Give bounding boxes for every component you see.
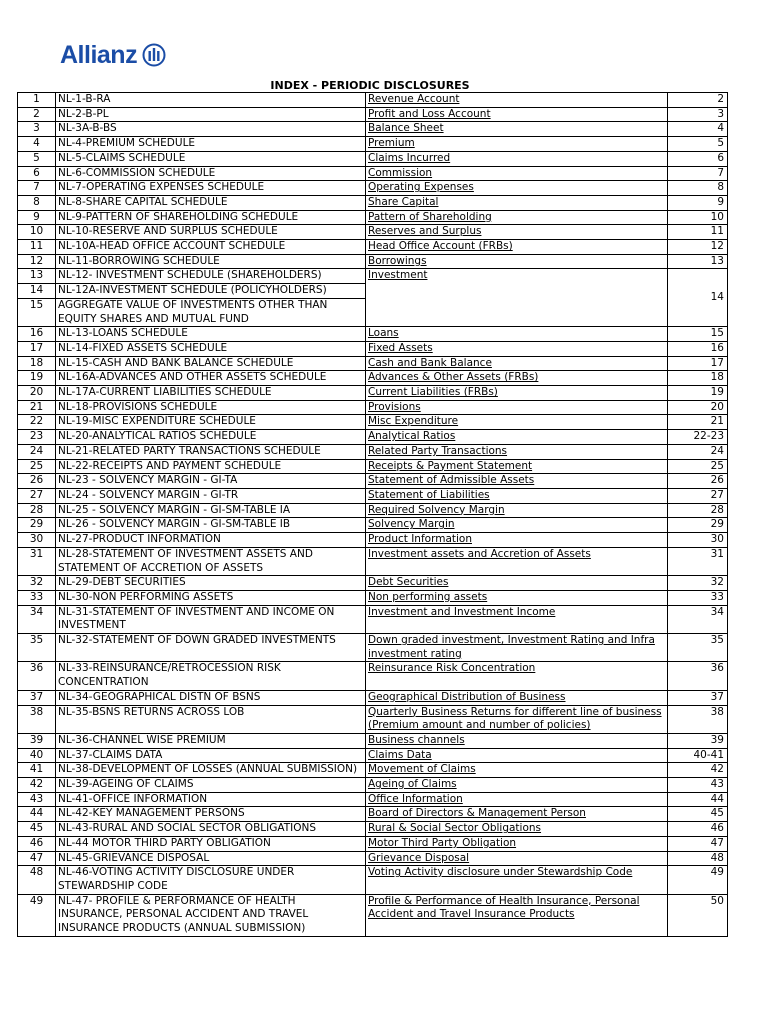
description-link[interactable]: Fixed Assets <box>366 341 668 356</box>
page-number: 4 <box>668 122 728 137</box>
row-number: 16 <box>18 327 56 342</box>
page-title: INDEX - PERIODIC DISCLOSURES <box>270 79 470 92</box>
table-row <box>18 662 728 690</box>
form-name: NL-3A-B-BS <box>56 122 366 137</box>
row-number: 26 <box>18 474 56 489</box>
form-name: NL-32-STATEMENT OF DOWN GRADED INVESTMENTS <box>56 634 366 662</box>
description-link[interactable]: Related Party Transactions <box>366 444 668 459</box>
description-link[interactable]: Operating Expenses <box>366 181 668 196</box>
row-number: 39 <box>18 733 56 748</box>
description-link[interactable]: Ageing of Claims <box>366 778 668 793</box>
form-name: NL-25 - SOLVENCY MARGIN - GI-SM-TABLE IA <box>56 503 366 518</box>
table-row <box>18 122 728 137</box>
description-link[interactable]: Advances & Other Assets (FRBs) <box>366 371 668 386</box>
table-row <box>18 851 728 866</box>
description-link[interactable]: Non performing assets <box>366 590 668 605</box>
row-number: 20 <box>18 386 56 401</box>
form-name: NL-43-RURAL AND SOCIAL SECTOR OBLIGATIONS <box>56 822 366 837</box>
table-row <box>18 792 728 807</box>
table-row <box>18 386 728 401</box>
row-number: 18 <box>18 356 56 371</box>
row-number: 12 <box>18 254 56 269</box>
row-number: 15 <box>18 298 56 326</box>
table-row <box>18 518 728 533</box>
form-name: NL-44 MOTOR THIRD PARTY OBLIGATION <box>56 836 366 851</box>
description-link[interactable]: Claims Data <box>366 748 668 763</box>
row-number: 31 <box>18 547 56 575</box>
page-number: 24 <box>668 444 728 459</box>
page-number: 35 <box>668 634 728 662</box>
row-number: 27 <box>18 488 56 503</box>
form-name: NL-17A-CURRENT LIABILITIES SCHEDULE <box>56 386 366 401</box>
row-number: 19 <box>18 371 56 386</box>
page-number: 40-41 <box>668 748 728 763</box>
row-number: 47 <box>18 851 56 866</box>
form-name: NL-15-CASH AND BANK BALANCE SCHEDULE <box>56 356 366 371</box>
description-link[interactable]: Geographical Distribution of Business <box>366 690 668 705</box>
table-row <box>18 254 728 269</box>
form-name: NL-46-VOTING ACTIVITY DISCLOSURE UNDER STEWARDSHIP CODE <box>56 866 366 894</box>
description-link[interactable]: Pattern of Shareholding <box>366 210 668 225</box>
page-number: 20 <box>668 400 728 415</box>
row-number: 2 <box>18 107 56 122</box>
table-row <box>18 371 728 386</box>
description-link[interactable]: Required Solvency Margin <box>366 503 668 518</box>
page-number: 36 <box>668 662 728 690</box>
page-number: 8 <box>668 181 728 196</box>
form-name: NL-42-KEY MANAGEMENT PERSONS <box>56 807 366 822</box>
row-number: 28 <box>18 503 56 518</box>
row-number: 25 <box>18 459 56 474</box>
page-number: 44 <box>668 792 728 807</box>
page-number: 10 <box>668 210 728 225</box>
table-row <box>18 459 728 474</box>
description-link[interactable]: Borrowings <box>366 254 668 269</box>
page-number: 28 <box>668 503 728 518</box>
form-name: NL-18-PROVISIONS SCHEDULE <box>56 400 366 415</box>
page-number: 17 <box>668 356 728 371</box>
page-number: 16 <box>668 341 728 356</box>
form-name: NL-24 - SOLVENCY MARGIN - GI-TR <box>56 488 366 503</box>
description-link[interactable]: Movement of Claims <box>366 763 668 778</box>
page-number: 45 <box>668 807 728 822</box>
form-name: NL-38-DEVELOPMENT OF LOSSES (ANNUAL SUBMISSION) <box>56 763 366 778</box>
table-row <box>18 866 728 894</box>
row-number: 7 <box>18 181 56 196</box>
description-link[interactable]: Profile & Performance of Health Insurance, Personal Accident and Travel Insurance Products <box>366 894 668 936</box>
description-link[interactable]: Down graded investment, Investment Rating and Infra investment rating <box>366 634 668 662</box>
description-link[interactable]: Analytical Ratios <box>366 430 668 445</box>
form-name: NL-41-OFFICE INFORMATION <box>56 792 366 807</box>
page-number: 9 <box>668 195 728 210</box>
page-number: 7 <box>668 166 728 181</box>
form-name: NL-19-MISC EXPENDITURE SCHEDULE <box>56 415 366 430</box>
form-name: NL-34-GEOGRAPHICAL DISTN OF BSNS <box>56 690 366 705</box>
description-link[interactable]: Loans <box>366 327 668 342</box>
page-number: 49 <box>668 866 728 894</box>
page-number: 30 <box>668 533 728 548</box>
row-number: 35 <box>18 634 56 662</box>
table-row <box>18 778 728 793</box>
table-row <box>18 269 728 284</box>
row-number: 4 <box>18 137 56 152</box>
table-row <box>18 444 728 459</box>
page-number: 42 <box>668 763 728 778</box>
page-number: 3 <box>668 107 728 122</box>
table-row <box>18 415 728 430</box>
page-number: 33 <box>668 590 728 605</box>
description-link[interactable]: Head Office Account (FRBs) <box>366 240 668 255</box>
table-row <box>18 605 728 633</box>
row-number: 37 <box>18 690 56 705</box>
table-row <box>18 836 728 851</box>
page-number: 6 <box>668 151 728 166</box>
page-number: 43 <box>668 778 728 793</box>
table-row <box>18 894 728 936</box>
row-number: 23 <box>18 430 56 445</box>
page-number: 12 <box>668 240 728 255</box>
table-row <box>18 166 728 181</box>
description-link[interactable]: Business channels <box>366 733 668 748</box>
page-number: 34 <box>668 605 728 633</box>
index-table <box>17 92 728 937</box>
description-link[interactable]: Profit and Loss Account <box>366 107 668 122</box>
table-row <box>18 634 728 662</box>
row-number: 48 <box>18 866 56 894</box>
form-name: NL-27-PRODUCT INFORMATION <box>56 533 366 548</box>
description-link[interactable]: Solvency Margin <box>366 518 668 533</box>
form-name: NL-11-BORROWING SCHEDULE <box>56 254 366 269</box>
form-name: NL-16A-ADVANCES AND OTHER ASSETS SCHEDULE <box>56 371 366 386</box>
description-link[interactable]: Motor Third Party Obligation <box>366 836 668 851</box>
page-number: 37 <box>668 690 728 705</box>
page-number: 21 <box>668 415 728 430</box>
form-name: NL-7-OPERATING EXPENSES SCHEDULE <box>56 181 366 196</box>
page-number: 13 <box>668 254 728 269</box>
row-number: 21 <box>18 400 56 415</box>
form-name: AGGREGATE VALUE OF INVESTMENTS OTHER THAN EQUITY SHARES AND MUTUAL FUND <box>56 298 366 326</box>
description-link[interactable]: Statement of Admissible Assets <box>366 474 668 489</box>
form-name: NL-29-DEBT SECURITIES <box>56 576 366 591</box>
form-name: NL-35-BSNS RETURNS ACROSS LOB <box>56 705 366 733</box>
row-number: 29 <box>18 518 56 533</box>
description-link[interactable]: Revenue Account <box>366 93 668 108</box>
row-number: 22 <box>18 415 56 430</box>
table-row <box>18 400 728 415</box>
row-number: 32 <box>18 576 56 591</box>
row-number: 44 <box>18 807 56 822</box>
row-number: 17 <box>18 341 56 356</box>
table-row <box>18 705 728 733</box>
page-number: 46 <box>668 822 728 837</box>
page-number: 11 <box>668 225 728 240</box>
table-row <box>18 733 728 748</box>
page-number: 22-23 <box>668 430 728 445</box>
table-row <box>18 503 728 518</box>
description-link[interactable]: Grievance Disposal <box>366 851 668 866</box>
form-name: NL-21-RELATED PARTY TRANSACTIONS SCHEDULE <box>56 444 366 459</box>
form-name: NL-5-CLAIMS SCHEDULE <box>56 151 366 166</box>
description-link[interactable]: Commission <box>366 166 668 181</box>
page-number: 18 <box>668 371 728 386</box>
form-name: NL-10-RESERVE AND SURPLUS SCHEDULE <box>56 225 366 240</box>
table-row <box>18 822 728 837</box>
form-name: NL-4-PREMIUM SCHEDULE <box>56 137 366 152</box>
form-name: NL-8-SHARE CAPITAL SCHEDULE <box>56 195 366 210</box>
form-name: NL-20-ANALYTICAL RATIOS SCHEDULE <box>56 430 366 445</box>
page-number: 14 <box>668 269 728 327</box>
row-number: 5 <box>18 151 56 166</box>
form-name: NL-6-COMMISSION SCHEDULE <box>56 166 366 181</box>
row-number: 14 <box>18 284 56 299</box>
description-link[interactable]: Product Information <box>366 533 668 548</box>
row-number: 24 <box>18 444 56 459</box>
row-number: 49 <box>18 894 56 936</box>
table-row <box>18 181 728 196</box>
table-row <box>18 430 728 445</box>
row-number: 11 <box>18 240 56 255</box>
row-number: 1 <box>18 93 56 108</box>
row-number: 10 <box>18 225 56 240</box>
row-number: 8 <box>18 195 56 210</box>
form-name: NL-28-STATEMENT OF INVESTMENT ASSETS AND STATEMENT OF ACCRETION OF ASSETS <box>56 547 366 575</box>
description-link[interactable]: Reserves and Surplus <box>366 225 668 240</box>
form-name: NL-26 - SOLVENCY MARGIN - GI-SM-TABLE IB <box>56 518 366 533</box>
row-number: 33 <box>18 590 56 605</box>
row-number: 45 <box>18 822 56 837</box>
form-name: NL-22-RECEIPTS AND PAYMENT SCHEDULE <box>56 459 366 474</box>
table-row <box>18 225 728 240</box>
form-name: NL-12- INVESTMENT SCHEDULE (SHAREHOLDERS) <box>56 269 366 284</box>
description-link[interactable]: Cash and Bank Balance <box>366 356 668 371</box>
description-link[interactable]: Premium <box>366 137 668 152</box>
table-row <box>18 137 728 152</box>
description-link[interactable]: Claims Incurred <box>366 151 668 166</box>
description-link[interactable]: Investment <box>366 269 668 327</box>
table-row <box>18 341 728 356</box>
form-name: NL-1-B-RA <box>56 93 366 108</box>
form-name: NL-47- PROFILE & PERFORMANCE OF HEALTH INSURANCE, PERSONAL ACCIDENT AND TRAVEL INSURANCE PRODUCTS (ANNUAL SUBMISSION) <box>56 894 366 936</box>
description-link[interactable]: Quarterly Business Returns for different line of business (Premium amount and number of policies) <box>366 705 668 733</box>
row-number: 36 <box>18 662 56 690</box>
page-number: 39 <box>668 733 728 748</box>
page-number: 47 <box>668 836 728 851</box>
page-number: 31 <box>668 547 728 575</box>
form-name: NL-39-AGEING OF CLAIMS <box>56 778 366 793</box>
table-row <box>18 356 728 371</box>
logo-wordmark: Allianz <box>60 40 138 69</box>
page-number: 2 <box>668 93 728 108</box>
page-number: 32 <box>668 576 728 591</box>
table-row <box>18 151 728 166</box>
form-name: NL-33-REINSURANCE/RETROCESSION RISK CONCENTRATION <box>56 662 366 690</box>
table-row <box>18 590 728 605</box>
allianz-eagle-icon <box>142 43 166 67</box>
table-row <box>18 807 728 822</box>
description-link[interactable]: Balance Sheet <box>366 122 668 137</box>
row-number: 30 <box>18 533 56 548</box>
row-number: 42 <box>18 778 56 793</box>
table-row <box>18 240 728 255</box>
form-name: NL-37-CLAIMS DATA <box>56 748 366 763</box>
row-number: 38 <box>18 705 56 733</box>
table-row <box>18 488 728 503</box>
table-row <box>18 690 728 705</box>
page-number: 48 <box>668 851 728 866</box>
row-number: 9 <box>18 210 56 225</box>
description-link[interactable]: Current Liabilities (FRBs) <box>366 386 668 401</box>
form-name: NL-10A-HEAD OFFICE ACCOUNT SCHEDULE <box>56 240 366 255</box>
row-number: 41 <box>18 763 56 778</box>
table-row <box>18 327 728 342</box>
table-row <box>18 474 728 489</box>
form-name: NL-36-CHANNEL WISE PREMIUM <box>56 733 366 748</box>
page-number: 19 <box>668 386 728 401</box>
description-link[interactable]: Voting Activity disclosure under Stewardship Code <box>366 866 668 894</box>
table-row <box>18 533 728 548</box>
description-link[interactable]: Investment assets and Accretion of Assets <box>366 547 668 575</box>
row-number: 34 <box>18 605 56 633</box>
description-link[interactable]: Receipts & Payment Statement <box>366 459 668 474</box>
form-name: NL-45-GRIEVANCE DISPOSAL <box>56 851 366 866</box>
table-row <box>18 763 728 778</box>
allianz-logo <box>60 38 166 72</box>
form-name: NL-14-FIXED ASSETS SCHEDULE <box>56 341 366 356</box>
page-number: 5 <box>668 137 728 152</box>
description-link[interactable]: Share Capital <box>366 195 668 210</box>
description-link[interactable]: Statement of Liabilities <box>366 488 668 503</box>
table-row <box>18 547 728 575</box>
description-link[interactable]: Office Information <box>366 792 668 807</box>
row-number: 6 <box>18 166 56 181</box>
description-link[interactable]: Investment and Investment Income <box>366 605 668 633</box>
page-number: 38 <box>668 705 728 733</box>
form-name: NL-9-PATTERN OF SHAREHOLDING SCHEDULE <box>56 210 366 225</box>
description-link[interactable]: Rural & Social Sector Obligations <box>366 822 668 837</box>
table-row <box>18 748 728 763</box>
row-number: 40 <box>18 748 56 763</box>
form-name: NL-30-NON PERFORMING ASSETS <box>56 590 366 605</box>
row-number: 13 <box>18 269 56 284</box>
form-name: NL-13-LOANS SCHEDULE <box>56 327 366 342</box>
description-link[interactable]: Debt Securities <box>366 576 668 591</box>
table-row <box>18 210 728 225</box>
table-row <box>18 576 728 591</box>
table-row <box>18 93 728 108</box>
row-number: 46 <box>18 836 56 851</box>
description-link[interactable]: Board of Directors & Management Person <box>366 807 668 822</box>
page-number: 26 <box>668 474 728 489</box>
row-number: 3 <box>18 122 56 137</box>
table-row <box>18 107 728 122</box>
description-link[interactable]: Misc Expenditure <box>366 415 668 430</box>
page-number: 27 <box>668 488 728 503</box>
page-number: 50 <box>668 894 728 936</box>
page-number: 15 <box>668 327 728 342</box>
row-number: 43 <box>18 792 56 807</box>
form-name: NL-12A-INVESTMENT SCHEDULE (POLICYHOLDERS) <box>56 284 366 299</box>
page-number: 29 <box>668 518 728 533</box>
table-row <box>18 195 728 210</box>
form-name: NL-31-STATEMENT OF INVESTMENT AND INCOME ON INVESTMENT <box>56 605 366 633</box>
description-link[interactable]: Provisions <box>366 400 668 415</box>
page-number: 25 <box>668 459 728 474</box>
form-name: NL-23 - SOLVENCY MARGIN - GI-TA <box>56 474 366 489</box>
description-link[interactable]: Reinsurance Risk Concentration <box>366 662 668 690</box>
form-name: NL-2-B-PL <box>56 107 366 122</box>
